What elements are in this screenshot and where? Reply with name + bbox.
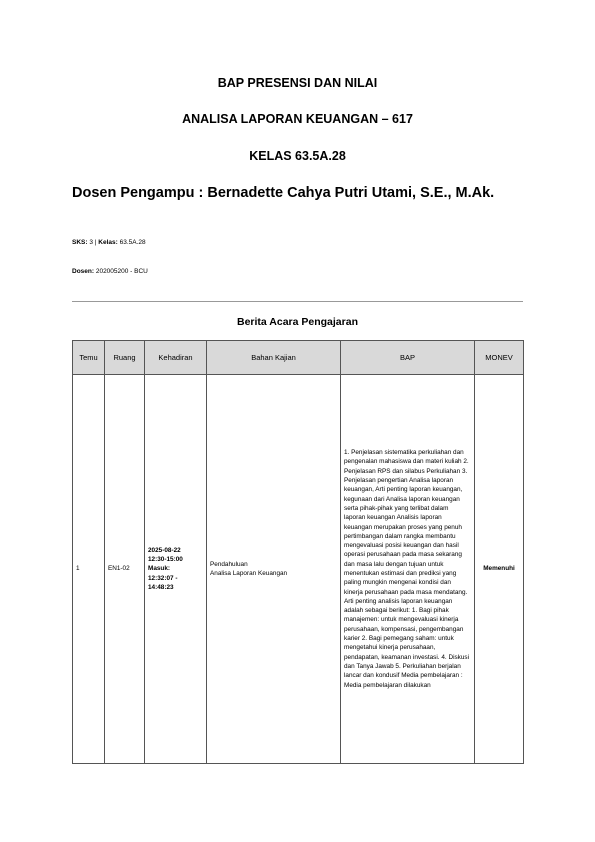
cell-ruang: EN1-02 xyxy=(105,375,145,764)
sks-kelas-line xyxy=(72,239,146,246)
kelas-value: 63.5A.28 xyxy=(117,239,146,246)
sks-label: SKS: xyxy=(72,239,88,246)
header-monev: MONEV xyxy=(475,341,524,375)
bap-table xyxy=(72,340,524,764)
table-row xyxy=(73,375,524,764)
dosen-value: 202005200 - BCU xyxy=(94,268,148,275)
cell-bahan-kajian xyxy=(207,375,341,764)
bahan-line-2: Analisa Laporan Keuangan xyxy=(210,570,288,577)
kehadiran-time: 12:30-15:00 xyxy=(148,556,183,564)
dosen-label: Dosen: xyxy=(72,268,95,275)
section-title: Berita Acara Pengajaran xyxy=(236,316,358,328)
header-bahan-kajian: Bahan Kajian xyxy=(207,341,341,375)
header-ruang: Ruang xyxy=(105,341,145,375)
kehadiran-masuk-label: Masuk: xyxy=(148,565,171,573)
divider xyxy=(72,301,523,302)
bahan-line-1: Pendahuluan xyxy=(210,560,248,568)
kelas-label: Kelas: xyxy=(98,239,118,246)
cell-temu: 1 xyxy=(73,375,105,764)
header-temu: Temu xyxy=(73,341,105,375)
lecturer-heading: Dosen Pengampu : Bernadette Cahya Putri Utami, S.E., M.Ak. xyxy=(72,185,495,201)
kehadiran-date: 2025-08-22 xyxy=(148,546,181,554)
table-header-row xyxy=(73,341,524,375)
header-bap: BAP xyxy=(341,341,475,375)
sks-value: 3 | xyxy=(87,239,99,246)
header-kehadiran: Kehadiran xyxy=(145,341,207,375)
cell-kehadiran xyxy=(145,375,207,764)
course-title: ANALISA LAPORAN KEUANGAN – 617 xyxy=(182,112,413,126)
kehadiran-keluar-time: 14:48:23 xyxy=(148,583,174,591)
kehadiran-masuk-time: 12:32:07 - xyxy=(148,574,178,582)
dosen-line xyxy=(72,268,148,275)
cell-bap: 1. Penjelasan sistematika perkuliahan dan pengenalan mahasiswa dan materi kuliah 2. Penjelasan RPS dan silabus Perkuliahan 3. Penjelasan pengertian Analisa laporan keuangan, Arti penting laporan keuangan, kegunaan dari Analisa laporan keuangan serta pihak-pihak yang terlibat dalam laporan keuangan Analisis laporan keuangan merupakan proses yang penuh pertimbangan dalam rangka membantu mengevaluasi posisi keuangan dan hasil operasi perusahaan pada masa sekarang dan masa lalu dengan tujuan untuk menentukan estimasi dan prediksi yang paling mungkin mengenai kondisi dan kinerja perusahaan pada masa mendatang. Arti penting analisis laporan keuangan adalah sebagai berikut: 1. Bagi pihak manajemen: untuk mengevaluasi kinerja perusahaan, kompensasi, pengembangan karier 2. Bagi pemegang saham: untuk mengetahui kinerja perusahaan, pendapatan, keamanan investasi. 4. Diskusi dan Tanya Jawab 5. Perkuliahan berjalan lancar dan kondusif Media pembelajaran : Media pembelajaran dilakukan xyxy=(341,375,475,764)
cell-monev: Memenuhi xyxy=(475,375,524,764)
doc-title: BAP PRESENSI DAN NILAI xyxy=(217,76,378,90)
class-title: KELAS 63.5A.28 xyxy=(249,149,346,163)
